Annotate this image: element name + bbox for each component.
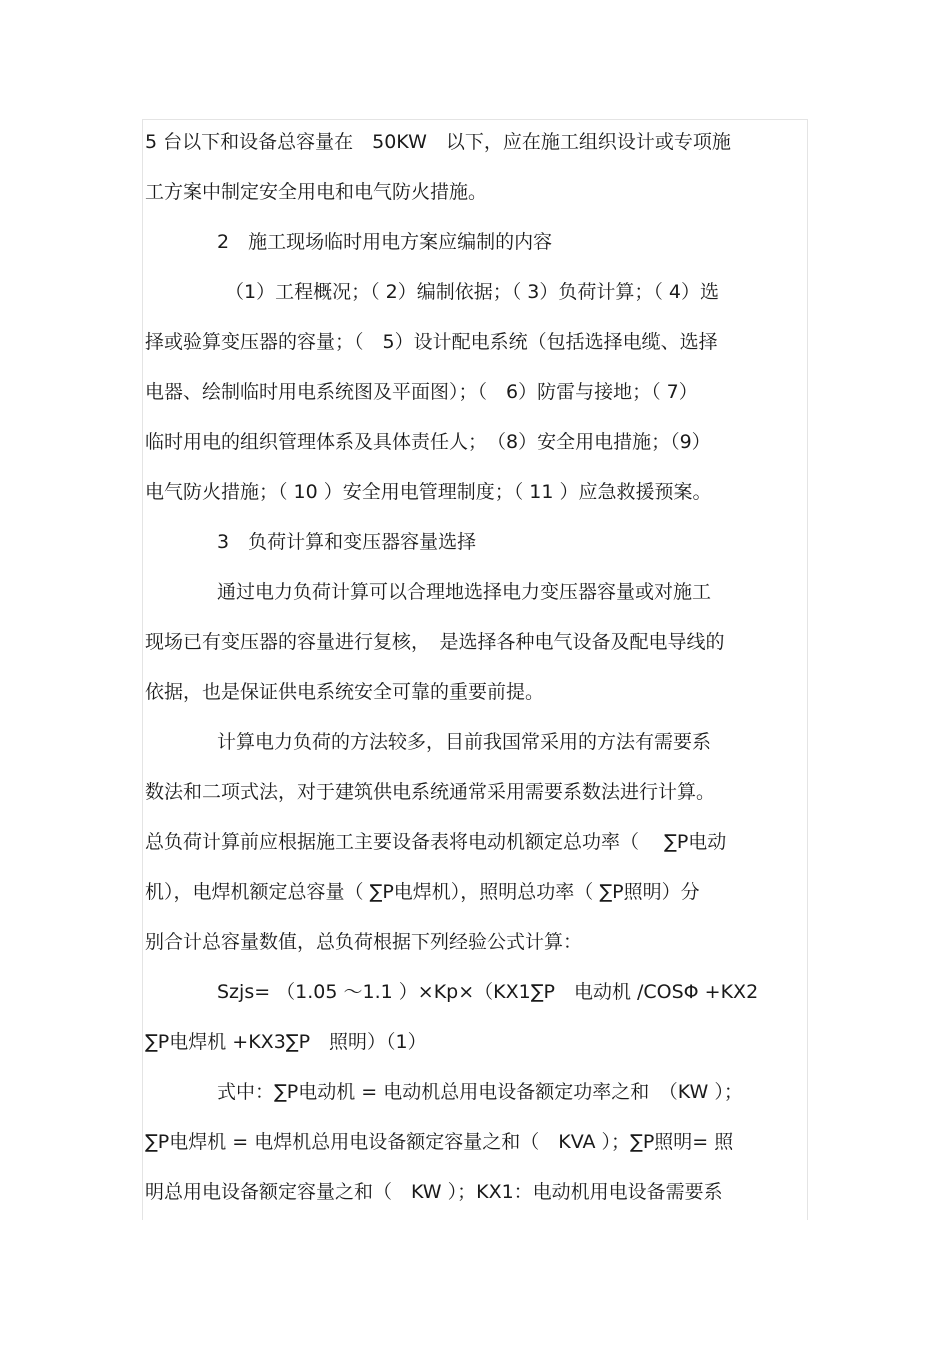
text-line: 依据，也是保证供电系统安全可靠的重要前提。: [145, 681, 545, 703]
text-line: 总负荷计算前应根据施工主要设备表将电动机额定总功率（ ∑P电动: [145, 831, 727, 853]
text-line: 临时用电的组织管理体系及具体责任人； （8）安全用电措施；（9）: [145, 431, 711, 453]
text-line: 现场已有变压器的容量进行复核， 是选择各种电气设备及配电导线的: [145, 631, 725, 653]
text-line: 机），电焊机额定总容量（ ∑P电焊机），照明总功率（ ∑P照明）分: [145, 881, 700, 903]
text-line: 数法和二项式法，对于建筑供电系统通常采用需要系数法进行计算。: [145, 781, 716, 803]
text-line: 择或验算变压器的容量；（ 5）设计配电系统（包括选择电缆、选择: [145, 331, 718, 353]
text-line: 电器、绘制临时用电系统图及平面图）；（ 6）防雷与接地；（ 7）: [145, 381, 698, 403]
text-line: （1）工程概况；（ 2）编制依据；（ 3）负荷计算；（ 4）选: [225, 281, 719, 303]
text-line: 工方案中制定安全用电和电气防火措施。: [145, 181, 488, 203]
section-heading: 2 施工现场临时用电方案应编制的内容: [217, 231, 553, 253]
text-line: 计算电力负荷的方法较多，目前我国常采用的方法有需要系: [217, 731, 712, 753]
text-line: ∑P电焊机 = 电焊机总用电设备额定容量之和（ KVA ）；∑P照明= 照: [145, 1131, 734, 1153]
formula-line: Szjs= （1.05 ～1.1 ）×Kp×（KX1∑P 电动机 /COSΦ +KX2: [217, 981, 759, 1003]
text-line: 式中：∑P电动机 = 电动机总用电设备额定功率之和 （KW ）；: [217, 1081, 743, 1103]
text-line: 别合计总容量数值，总负荷根据下列经验公式计算：: [145, 931, 583, 953]
text-line: 明总用电设备额定容量之和（ KW ）；KX1：电动机用电设备需要系: [145, 1181, 723, 1203]
text-line: 通过电力负荷计算可以合理地选择电力变压器容量或对施工: [217, 581, 712, 603]
section-heading: 3 负荷计算和变压器容量选择: [217, 531, 477, 553]
text-line: 电气防火措施；（ 10 ）安全用电管理制度；（ 11 ）应急救援预案。: [145, 481, 712, 503]
text-line: 5 台以下和设备总容量在 50KW 以下，应在施工组织设计或专项施: [145, 131, 731, 153]
formula-line: ∑P电焊机 +KX3∑P 照明）（1）: [145, 1031, 427, 1053]
